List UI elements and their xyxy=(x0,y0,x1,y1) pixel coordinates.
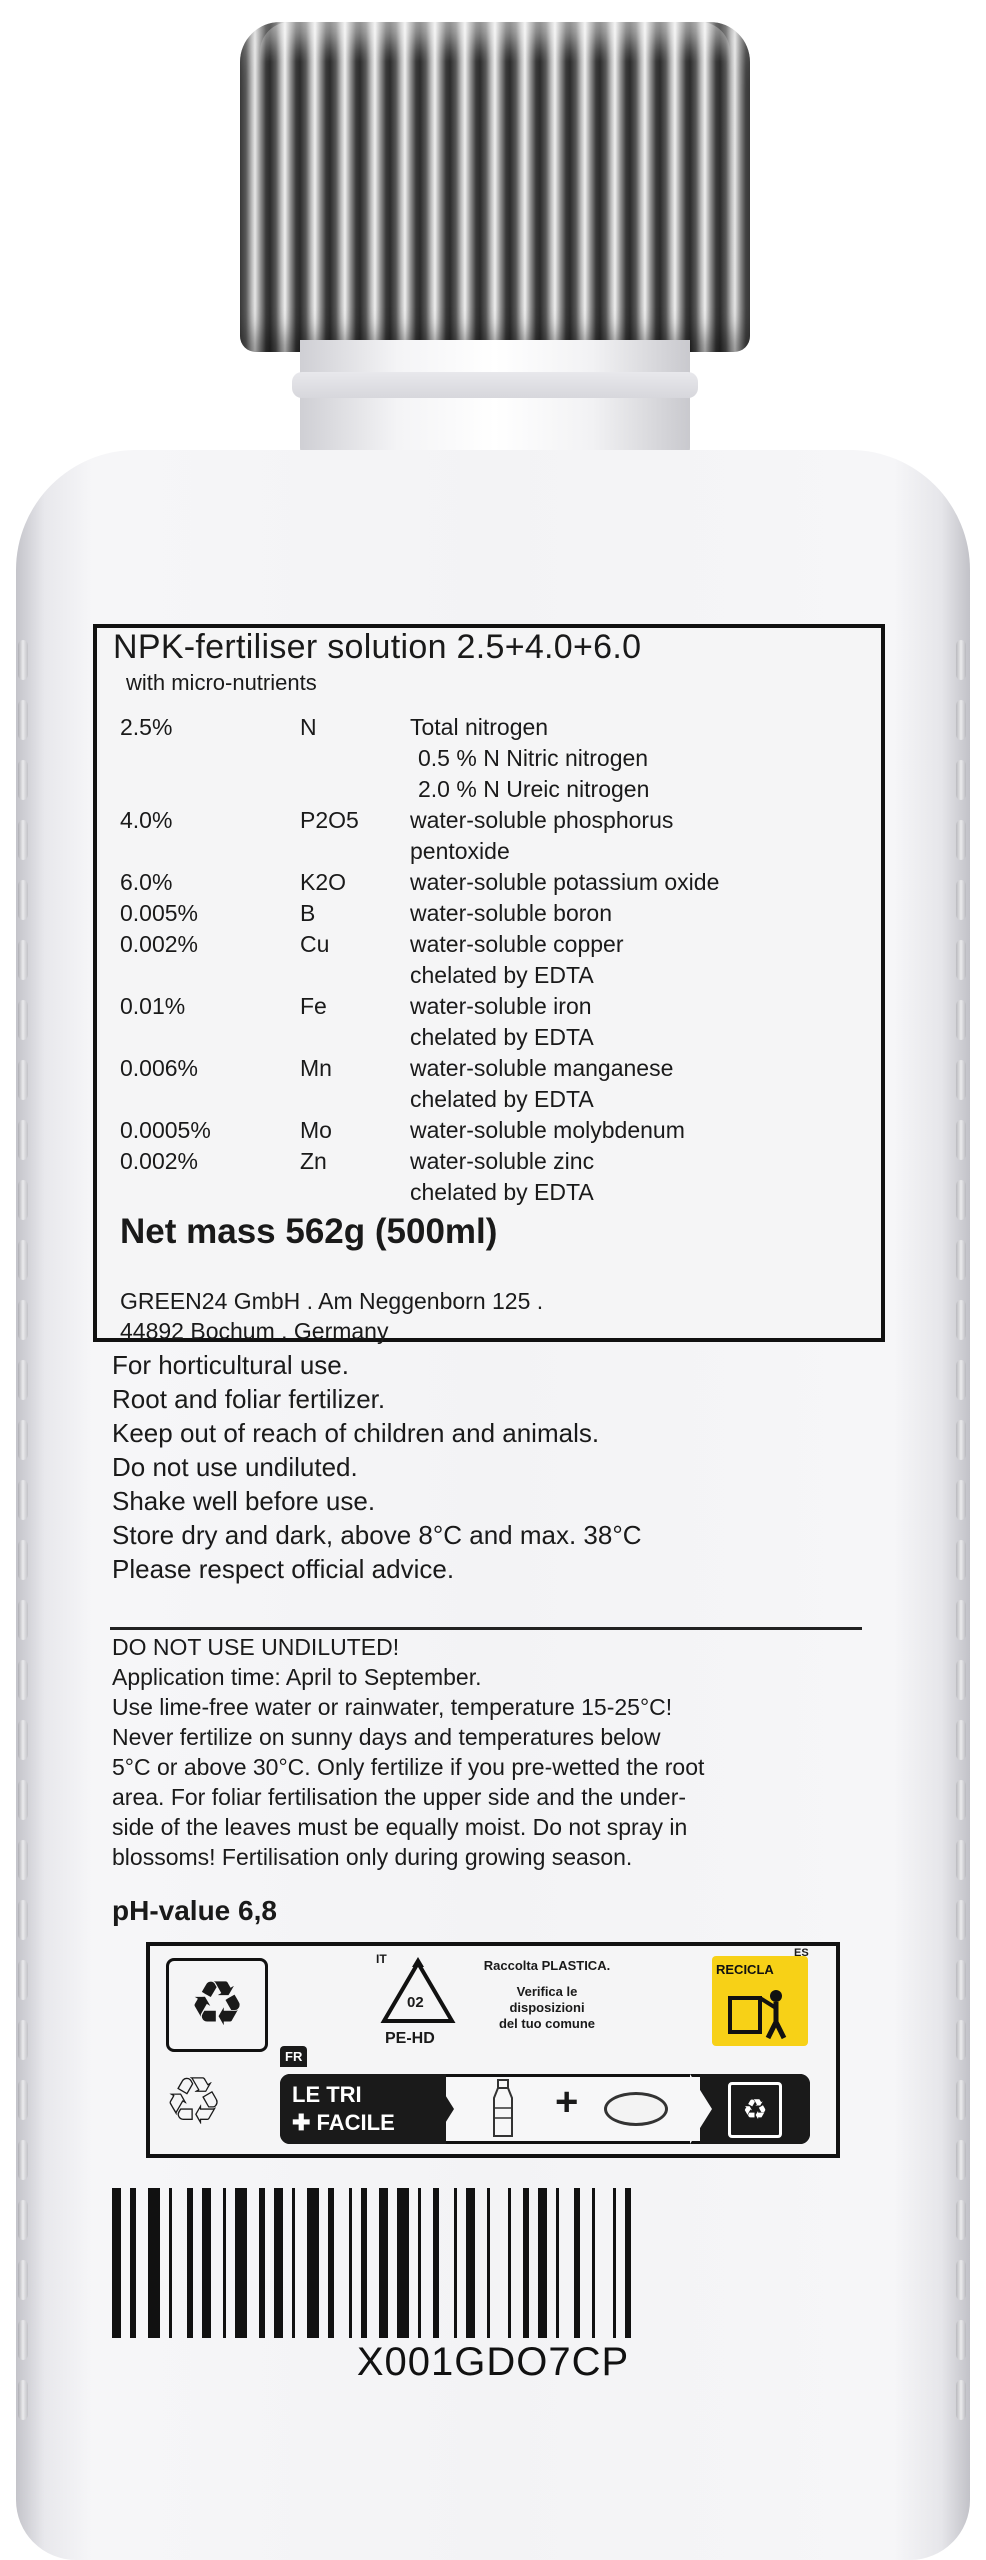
recycling-bin-icon: ♻ xyxy=(728,2082,782,2138)
nutrient-percent: 0.005% xyxy=(120,900,199,926)
nutrient-percent: 4.0% xyxy=(120,807,173,833)
barcode-bar xyxy=(523,2188,529,2338)
nutrient-symbol: P2O5 xyxy=(300,807,359,833)
bottle-ridge xyxy=(956,1480,966,1520)
bottle-ridge xyxy=(18,1900,28,1940)
raccolta-info xyxy=(462,1958,632,2032)
bottle-ridge xyxy=(18,1060,28,1100)
it-tag: IT xyxy=(376,1952,387,1966)
bottle-ridge xyxy=(18,1360,28,1400)
nutrient-symbol: Mo xyxy=(300,1117,332,1143)
fr-tag: FR xyxy=(280,2046,307,2067)
barcode-bar xyxy=(538,2188,547,2338)
bottle-ridge xyxy=(18,1000,28,1040)
product-subtitle: with micro-nutrients xyxy=(126,670,317,695)
nutrient-symbol: Zn xyxy=(300,1148,327,1174)
nutrient-percent: 0.0005% xyxy=(120,1117,211,1143)
usage-line: For horticultural use. xyxy=(112,1350,349,1380)
cap-shine xyxy=(260,22,730,62)
nutrient-description: chelated by EDTA xyxy=(410,1024,594,1050)
barcode-bar xyxy=(454,2188,457,2338)
nutrient-percent: 2.5% xyxy=(120,714,173,740)
barcode-bar xyxy=(148,2188,160,2338)
nutrient-description: 0.5 % N Nitric nitrogen xyxy=(418,745,649,771)
nutrient-symbol: Cu xyxy=(300,931,330,957)
bottle-ridge xyxy=(956,1660,966,1700)
barcode-bar xyxy=(361,2188,367,2338)
nutrient-description: water-soluble zinc xyxy=(410,1148,595,1174)
barcode-bar xyxy=(259,2188,265,2338)
bottle-ridge xyxy=(18,760,28,800)
usage-line: Keep out of reach of children and animals. xyxy=(112,1418,600,1448)
bottle-ridge xyxy=(956,2080,966,2120)
nutrient-description: water-soluble copper xyxy=(410,931,624,957)
nutrient-description: water-soluble boron xyxy=(410,900,613,926)
nutrient-symbol: Mn xyxy=(300,1055,332,1081)
instruction-line: Use lime-free water or rainwater, temperature 15-25°C! xyxy=(112,1694,673,1720)
es-tag: ES xyxy=(794,1947,809,1959)
letri-line-1: LE TRI xyxy=(292,2082,362,2107)
bottle-ridge xyxy=(956,1600,966,1640)
cap-icon xyxy=(604,2092,668,2126)
raccolta-line: disposizioni xyxy=(509,2000,585,2015)
bottle-ridge xyxy=(956,2140,966,2180)
barcode-bar xyxy=(592,2188,595,2338)
bottle-ridge xyxy=(956,940,966,980)
recicla-bin-icon xyxy=(724,1984,796,2040)
instruction-line: 5°C or above 30°C. Only fertilize if you pre-wetted the root xyxy=(112,1754,705,1780)
instruction-line: Never fertilize on sunny days and temperatures below xyxy=(112,1724,661,1750)
bottle-ridge xyxy=(956,1840,966,1880)
instruction-line: area. For foliar fertilisation the upper side and the under- xyxy=(112,1784,687,1810)
bottle-ridge xyxy=(18,2020,28,2060)
instruction-line: side of the leaves must be equally moist. Do not spray in xyxy=(112,1814,688,1840)
letri-line-2: ✚ FACILE xyxy=(292,2110,395,2135)
barcode-bar xyxy=(112,2188,121,2338)
bottle-ridge xyxy=(956,700,966,740)
instruction-line: DO NOT USE UNDILUTED! xyxy=(112,1634,400,1660)
bottle-ridge xyxy=(18,1300,28,1340)
bottle-ridge xyxy=(18,1840,28,1880)
bottle-ridge xyxy=(956,640,966,680)
bottle-ridge xyxy=(956,760,966,800)
net-mass: Net mass 562g (500ml) xyxy=(120,1212,498,1251)
barcode-bar xyxy=(613,2188,616,2338)
nutrient-symbol: Fe xyxy=(300,993,327,1019)
usage-line: Do not use undiluted. xyxy=(112,1452,358,1482)
nutrient-description: chelated by EDTA xyxy=(410,1179,594,1205)
bottle-ridge xyxy=(18,700,28,740)
barcode-bar xyxy=(223,2188,226,2338)
nutrient-description: water-soluble molybdenum xyxy=(410,1117,685,1143)
recicla-label: RECICLA xyxy=(716,1962,774,1977)
triman-icon: ♲ xyxy=(164,2064,224,2138)
product-title: NPK-fertiliser solution 2.5+4.0+6.0 xyxy=(113,628,642,666)
raccolta-line: Verifica le xyxy=(516,1984,578,1999)
bottle-ridge xyxy=(18,1420,28,1460)
barcode-bar xyxy=(466,2188,475,2338)
barcode-bar xyxy=(130,2188,136,2338)
raccolta-title: Raccolta PLASTICA. xyxy=(483,1958,611,1973)
recycle-icon: ♻ xyxy=(166,1958,268,2052)
barcode-bar xyxy=(397,2188,409,2338)
barcode xyxy=(112,2188,874,2338)
nutrient-symbol: B xyxy=(300,900,316,926)
barcode-text: X001GDO7CP xyxy=(356,2340,630,2384)
barcode-bar xyxy=(574,2188,580,2338)
bottle-ridge xyxy=(956,1960,966,2000)
barcode-bar xyxy=(328,2188,334,2338)
bottle-ridge xyxy=(956,2260,966,2300)
barcode-bar xyxy=(487,2188,490,2338)
bottle-ridge xyxy=(956,1540,966,1580)
bottle-ridge xyxy=(956,1780,966,1820)
usage-line: Shake well before use. xyxy=(112,1486,376,1516)
bottle-ridge xyxy=(18,1720,28,1760)
raccolta-line: del tuo comune xyxy=(498,2016,596,2031)
nutrient-description: water-soluble phosphorus xyxy=(410,807,674,833)
bottle-ridge xyxy=(956,1900,966,1940)
bottle-ridge xyxy=(18,2080,28,2120)
divider xyxy=(110,1627,862,1630)
bottle-ridge xyxy=(18,1120,28,1160)
bottle-ridge xyxy=(18,1240,28,1280)
pehd-code: 02 xyxy=(407,1994,424,2011)
plus-sign: + xyxy=(555,2080,579,2124)
bottle-ridge xyxy=(18,2200,28,2240)
bottle-ridge xyxy=(18,880,28,920)
bottle-ridge xyxy=(956,1420,966,1460)
bottle-ridge xyxy=(956,820,966,860)
address-line-1: GREEN24 GmbH . Am Neggenborn 125 . xyxy=(120,1288,544,1314)
nutrient-description: pentoxide xyxy=(410,838,510,864)
bottle-ridge xyxy=(18,1660,28,1700)
bottle-ridge xyxy=(956,2200,966,2240)
barcode-bar xyxy=(349,2188,352,2338)
usage-line: Store dry and dark, above 8°C and max. 38°C xyxy=(112,1520,642,1550)
barcode-bar xyxy=(556,2188,559,2338)
barcode-bar xyxy=(433,2188,439,2338)
bottle-ridge xyxy=(18,2380,28,2420)
bottle-ridge xyxy=(18,1600,28,1640)
nutrient-percent: 0.002% xyxy=(120,931,199,957)
barcode-bar xyxy=(292,2188,295,2338)
ph-value: pH-value 6,8 xyxy=(112,1895,277,1926)
neck-ring xyxy=(292,372,698,398)
bottle-ridge xyxy=(956,1240,966,1280)
barcode-bar xyxy=(379,2188,388,2338)
bottle-ridge xyxy=(956,880,966,920)
barcode-bar xyxy=(169,2188,172,2338)
bottle-ridge xyxy=(18,2260,28,2300)
address-line-2: 44892 Bochum . Germany xyxy=(120,1318,389,1344)
barcode-bar xyxy=(235,2188,247,2338)
usage-line: Root and foliar fertilizer. xyxy=(112,1384,386,1414)
nutrient-description: chelated by EDTA xyxy=(410,1086,594,1112)
bottle-ridge xyxy=(18,1180,28,1220)
nutrient-description: water-soluble manganese xyxy=(410,1055,674,1081)
barcode-bar xyxy=(274,2188,283,2338)
instruction-line: blossoms! Fertilisation only during growing season. xyxy=(112,1844,633,1870)
barcode-bar xyxy=(187,2188,193,2338)
nutrient-percent: 0.01% xyxy=(120,993,186,1019)
instruction-line: Application time: April to September. xyxy=(112,1664,482,1690)
nutrient-symbol: N xyxy=(300,714,317,740)
bottle-ridge xyxy=(18,940,28,980)
bottle-ridge xyxy=(956,2020,966,2060)
bottle-ridge xyxy=(956,1360,966,1400)
nutrient-description: water-soluble iron xyxy=(410,993,592,1019)
barcode-bar xyxy=(202,2188,211,2338)
nutrient-description: Total nitrogen xyxy=(410,714,549,740)
nutrient-description: water-soluble potassium oxide xyxy=(410,869,720,895)
bottle-ridge xyxy=(956,1720,966,1760)
barcode-bar xyxy=(307,2188,319,2338)
bottle-ridge xyxy=(18,1960,28,2000)
nutrient-description: chelated by EDTA xyxy=(410,962,594,988)
nutrient-percent: 0.006% xyxy=(120,1055,199,1081)
nutrient-percent: 0.002% xyxy=(120,1148,199,1174)
bottle-cap xyxy=(240,22,750,352)
nutrient-percent: 6.0% xyxy=(120,869,173,895)
letri-chevron xyxy=(432,2074,454,2144)
bottle-ridge xyxy=(956,1000,966,1040)
plastic-bottle-icon xyxy=(488,2078,518,2140)
nutrient-symbol: K2O xyxy=(300,869,347,895)
bottle-ridge xyxy=(956,1120,966,1160)
usage-line: Please respect official advice. xyxy=(112,1554,455,1584)
bottle-ridge xyxy=(956,1060,966,1100)
bottle-ridge xyxy=(956,1300,966,1340)
bottle-ridge xyxy=(956,2380,966,2420)
barcode-bar xyxy=(508,2188,511,2338)
bottle-ridge xyxy=(18,1480,28,1520)
bottle-ridge xyxy=(956,1180,966,1220)
nutrient-description: 2.0 % N Ureic nitrogen xyxy=(418,776,650,802)
bottle-ridge xyxy=(18,820,28,860)
bottle-ridge xyxy=(18,640,28,680)
bottle-ridge xyxy=(18,1540,28,1580)
barcode-bar xyxy=(418,2188,421,2338)
pehd-name: PE-HD xyxy=(385,2030,435,2047)
barcode-bar xyxy=(625,2188,631,2338)
bin-chevron xyxy=(690,2074,712,2144)
bottle-ridge xyxy=(18,2140,28,2180)
bottle-ridge xyxy=(18,1780,28,1820)
